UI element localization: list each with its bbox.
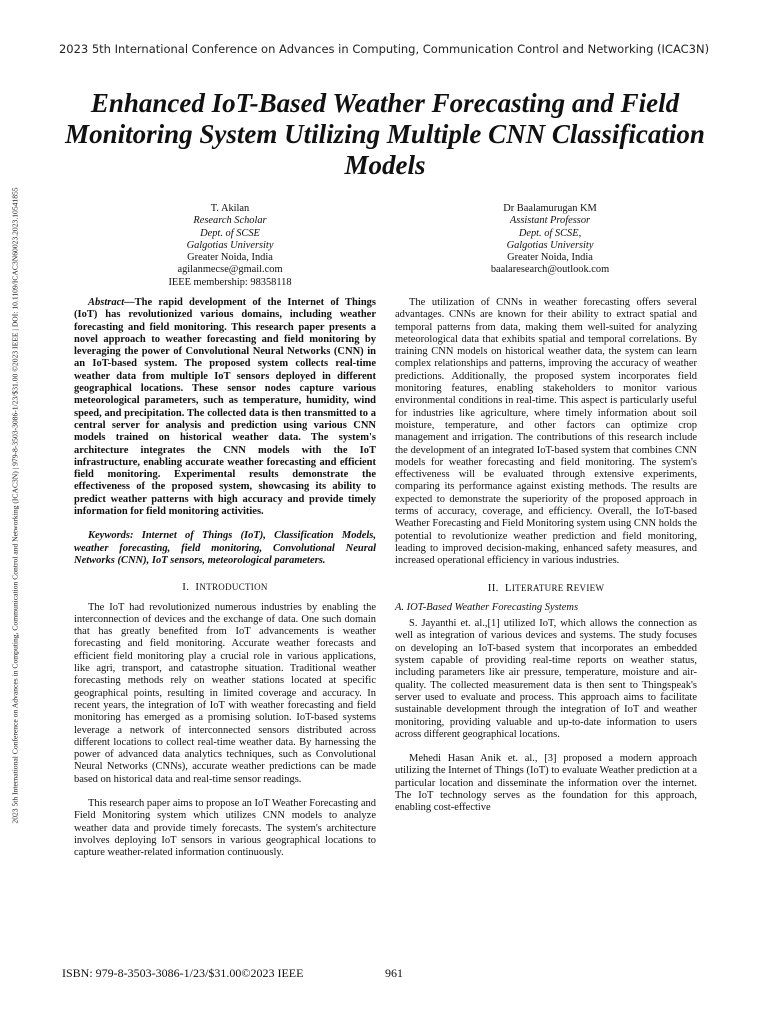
lit-paragraph-1: S. Jayanthi et. al.,[1] utilized IoT, which allows the connection as well as integration of various devices and systems. The study focuses on developing an IoT-based system that incorporates an embedded system capable of providing real-time reports on weather status, including parameters like air pressure, temperature, moisture and air-quality. The collected measurement data is then sent to Thingspeak's server used to evaluate and process. This approach aims to facilitate sustainable development through the integration of IoT and weather monitoring, providing valuable and up-to-date information to users across different geographical locations. [395,618,697,740]
subsection-heading: A. IOT-Based Weather Forecasting Systems [395,601,579,613]
page-number: 961 [385,966,403,980]
author-dept: Dept. of SCSE, [518,227,582,239]
lit-paragraph-2: Mehedi Hasan Anik et. al., [3] proposed a modern approach utilizing the Internet of Things (IoT) to evaluate Weather prediction at a particular location and disseminate the information over the internet. The IoT technology serves as the foundation for this approach, enabling cost-effective [395,753,697,814]
section-initial-2: R [566,581,574,594]
section-heading-literature-review [395,582,697,594]
author-email[interactable]: agilanmecse@gmail.com [177,264,283,276]
section-heading-introduction [74,581,376,593]
author-role: Research Scholar [193,215,267,227]
section-title-rest: NTRODUCTION [199,582,268,593]
author-city: Greater Noida, India [507,252,593,264]
author-dept: Dept. of SCSE [200,227,260,239]
abstract-text: The rapid development of the Internet of Things (IoT) has revolutionized various domains, including weather forecasting and field monitoring. This research paper presents a novel approach to weather forecasting and field monitoring by leveraging the power of Convolutional Neural Networks (CNN) in an IoT-based system. The proposed system collects real-time weather data from multiple IoT sensors deployed in different geographical locations. These sensor nodes capture various meteorological parameters, such as temperature, humidity, wind speed, and precipitation. The collected data is then transmitted to a central server for analysis and prediction using various CNN models trained on historical weather data. The system's architecture integrates the CNN models with the IoT infrastructure, enabling accurate weather forecasting and efficient field monitoring. Experimental results demonstrate the effectiveness of the proposed system, showcasing its ability to predict weather patterns with high accuracy and provide timely information for field monitoring activities. [74,297,376,518]
conference-header: 2023 5th International Conference on Advances in Computing, Communication Control and Networking (ICAC3N) [58,42,710,56]
section-initial: L [504,581,512,594]
author-role: Assistant Professor [509,215,591,227]
abstract-lead: Abstract [88,297,125,308]
section-title-rest: ITERATURE [511,582,567,593]
intro-paragraph-1: The IoT had revolutionized numerous industries by enabling the interconnection of devices and the exchange of data. One such domain that has greatly benefited from IoT advancements is weather forecasting and field monitoring. Accurate weather forecasts and efficient field monitoring play a crucial role in various applications, like agri, transport, and catastrophe situation. Traditional weather forecasting methods rely on weather stations located at specific geographical points, resulting in limited coverage and accuracy. In recent years, the integration of IoT with weather forecasting and field monitoring has emerged as a promising solution. IoT-based systems leverage a network of interconnected sensors distributed across different locations to collect real-time weather data. By harnessing the power of advanced data analytics techniques, such as Convolutional Neural Networks (CNNs), accurate weather predictions can be made based on historical data and real-time sensor readings. [74,601,376,785]
keywords: Keywords: Internet of Things (IoT), Classification Models, weather forecasting, field monitoring, Convolutional Neural Networks (CNN), IoT sensors, meteorological parameters. [74,530,376,566]
intro-paragraph-2: This research paper aims to propose an IoT Weather Forecasting and Field Monitoring system which utilizes CNN models to analyze weather data and provide timely forecasts. The system's architecture involves deploying IoT sensors in various geographical locations to capture weather-related information continuously. [74,797,377,859]
section-initial: I [195,581,200,594]
author-email[interactable]: baalaresearch@outlook.com [490,264,610,276]
author-university: Galgotias University [186,239,274,251]
paper-title: Enhanced IoT-Based Weather Forecasting and Field Monitoring System Utilizing Multiple CNN Classification Models [65,88,705,180]
intro-paragraph-3: The utilization of CNNs in weather forecasting offers several advantages. CNNs are known for their ability to extract spatial and temporal patterns from data, making them well-suited for analyzing meteorological data that exhibits spatial and temporal correlations. By training CNN models on historical weather data, the system can learn complex relationships and patterns, improving the accuracy of weather predictions. Additionally, the proposed system incorporates field monitoring features, enabling stakeholders to monitor various environmental conditions in real-time. This aspect is particularly useful for industries like agriculture, where timely information about soil moisture, temperature, and other factors can optimize crop management and irrigation. The contributions of this research include the development of an integrated IoT-based system that combines CNN models for weather forecasting and field monitoring. The system's effectiveness will be evaluated through extensive experiments, comparing its performance against existing methods. The results are expected to demonstrate the superiority of the proposed approach in terms of accuracy, coverage, and efficiency. Overall, the IoT-based Weather Forecasting and Field Monitoring system using CNN holds the potential to revolutionize weather prediction and field monitoring, leading to improved decision-making, enhanced safety measures, and increased operational efficiency in various industries. [395,297,697,567]
author-university: Galgotias University [506,239,594,251]
section-number: I. [182,581,190,594]
section-number: II. [487,581,499,594]
author-membership: IEEE membership: 98358118 [168,276,292,288]
author-block-2 [440,203,660,277]
section-title-rest-2: EVIEW [573,582,605,593]
author-name: T. Akilan [210,203,250,214]
doi-side-text: 2023 5th International Conference on Advances in Computing, Communication Control and Networking (ICAC3N) | 979-8-3503-3086-1/23/$31.00 ©2023 IEEE | DOI: 10.1109/ICAC3N60023.2023.10541855 [10,186,20,824]
abstract [74,297,376,518]
isbn-line: ISBN: 979-8-3503-3086-1/23/$31.00©2023 IEEE [62,966,304,980]
author-city: Greater Noida, India [187,252,273,264]
right-column [395,297,697,815]
abstract-dash: — [124,297,135,308]
doi-side-strip [8,95,22,915]
left-column [74,297,376,859]
author-name: Dr Baalamurugan KM [503,203,597,214]
author-block-1 [130,203,330,289]
